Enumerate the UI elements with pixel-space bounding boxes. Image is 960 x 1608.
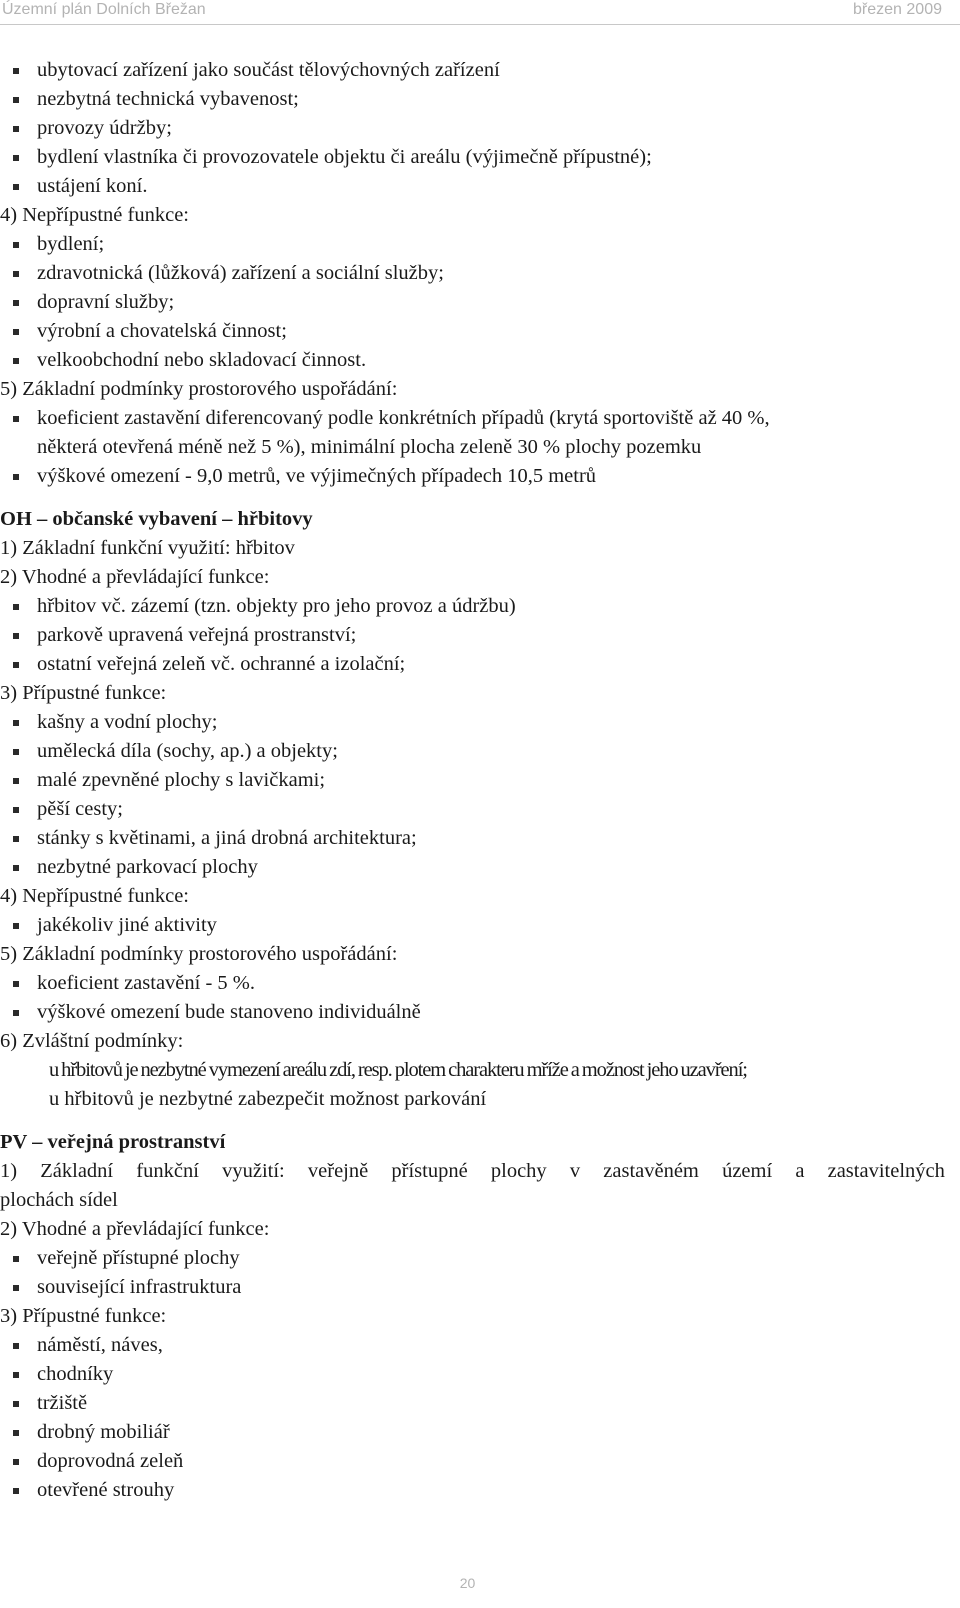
list-item: ubytovací zařízení jako součást tělovýchovných zařízení [0, 56, 945, 85]
bullet-square-icon [13, 184, 19, 190]
oh-items-2-list [0, 592, 945, 679]
list-item: pěší cesty; [0, 795, 945, 824]
bullet-square-icon [13, 1488, 19, 1494]
oh-h6: 6) Zvláštní podmínky: [0, 1030, 184, 1052]
pv-items-3-list [0, 1331, 945, 1505]
bullet-square-icon [13, 633, 19, 639]
prev-h4: 4) Nepřípustné funkce: [0, 204, 189, 226]
pv-h1-word: a [795, 1160, 805, 1182]
list-item: parkově upravená veřejná prostranství; [0, 621, 945, 650]
pv-h1 [0, 1157, 945, 1186]
pv-h1-word: přístupné [391, 1160, 468, 1182]
list-item: bydlení; [0, 230, 945, 259]
pv-h1-word: plochy [490, 1160, 547, 1182]
list-item: koeficient zastavění - 5 %. [0, 969, 945, 998]
bullet-square-icon [13, 1256, 19, 1262]
list-item: jakékoliv jiné aktivity [0, 911, 945, 940]
oh-items-4-list [0, 911, 945, 940]
bullet-square-icon [13, 836, 19, 842]
list-item: koeficient zastavění diferencovaný podle konkrétních případů (krytá sportoviště až 40 %, [0, 404, 945, 433]
list-item: hřbitov vč. zázemí (tzn. objekty pro jeho provoz a údržbu) [0, 592, 945, 621]
bullet-square-icon [13, 474, 19, 480]
bullet-square-icon [13, 604, 19, 610]
bullet-square-icon [13, 778, 19, 784]
list-item: kašny a vodní plochy; [0, 708, 945, 737]
list-item: související infrastruktura [0, 1273, 945, 1302]
oh-h5: 5) Základní podmínky prostorového uspořádání: [0, 943, 398, 965]
bullet-square-icon [13, 720, 19, 726]
bullet-square-icon [13, 358, 19, 364]
list-item: chodníky [0, 1360, 945, 1389]
list-item: veřejně přístupné plochy [0, 1244, 945, 1273]
oh-h2: 2) Vhodné a převládající funkce: [0, 566, 270, 588]
list-item: nezbytné parkovací plochy [0, 853, 945, 882]
bullet-square-icon [13, 1459, 19, 1465]
prev-items-4-list [0, 230, 945, 375]
list-item-continuation: některá otevřená méně než 5 %), minimální plocha zeleně 30 % plochy pozemku [37, 436, 702, 458]
section-pv-title: PV – veřejná prostranství [0, 1131, 226, 1153]
oh-h4: 4) Nepřípustné funkce: [0, 885, 189, 907]
bullet-square-icon [13, 1401, 19, 1407]
list-item: provozy údržby; [0, 114, 945, 143]
bullet-square-icon [13, 807, 19, 813]
bullet-square-icon [13, 981, 19, 987]
pv-h1-continuation: plochách sídel [0, 1189, 118, 1211]
pv-h1-word: funkční [136, 1160, 199, 1182]
bullet-square-icon [13, 300, 19, 306]
list-item: zdravotnická (lůžková) zařízení a sociální služby; [0, 259, 945, 288]
prev-h5: 5) Základní podmínky prostorového uspořádání: [0, 378, 398, 400]
list-item: umělecká díla (sochy, ap.) a objekty; [0, 737, 945, 766]
bullet-square-icon [13, 242, 19, 248]
bullet-square-icon [13, 662, 19, 668]
bullet-square-icon [13, 155, 19, 161]
pv-h1-word: využití: [222, 1160, 285, 1182]
pv-h1-word: zastavěném [603, 1160, 699, 1182]
document-body [0, 56, 945, 1505]
prev-items-a-list [0, 56, 945, 201]
pv-h1-word: Základní [40, 1160, 114, 1182]
pv-h1-word: 1) [0, 1160, 18, 1182]
list-item: výrobní a chovatelská činnost; [0, 317, 945, 346]
bullet-square-icon [13, 416, 19, 422]
list-item: ustájení koní. [0, 172, 945, 201]
list-item: bydlení vlastníka či provozovatele objektu či areálu (výjimečně přípustné); [0, 143, 945, 172]
list-item: výškové omezení - 9,0 metrů, ve výjimečných případech 10,5 metrů [0, 462, 945, 491]
pv-h3: 3) Přípustné funkce: [0, 1305, 167, 1327]
pv-h1-word: zastavitelných [827, 1160, 945, 1182]
list-item: u hřbitovů je nezbytné zabezpečit možnost parkování [49, 1088, 487, 1110]
list-item: u hřbitovů je nezbytné vymezení areálu zdí, resp. plotem charakteru mříže a možnost jeho uzavření; [49, 1059, 747, 1081]
list-item: nezbytná technická vybavenost; [0, 85, 945, 114]
list-item: malé zpevněné plochy s lavičkami; [0, 766, 945, 795]
bullet-square-icon [13, 68, 19, 74]
oh-items-5-list [0, 969, 945, 1027]
oh-h3: 3) Přípustné funkce: [0, 682, 167, 704]
document-title: Územní plán Dolních Břežan [2, 1, 206, 18]
bullet-square-icon [13, 271, 19, 277]
bullet-square-icon [13, 749, 19, 755]
pv-h1-word: v [569, 1160, 581, 1182]
bullet-square-icon [13, 1285, 19, 1291]
oh-h1: 1) Základní funkční využití: hřbitov [0, 537, 295, 559]
oh-items-3-list [0, 708, 945, 882]
list-item: tržiště [0, 1389, 945, 1418]
list-item: náměstí, náves, [0, 1331, 945, 1360]
list-item: velkoobchodní nebo skladovací činnost. [0, 346, 945, 375]
list-item: výškové omezení bude stanoveno individuálně [0, 998, 945, 1027]
pv-items-2-list [0, 1244, 945, 1302]
pv-h1-word: území [722, 1160, 773, 1182]
bullet-square-icon [13, 1010, 19, 1016]
bullet-square-icon [13, 923, 19, 929]
pv-h2: 2) Vhodné a převládající funkce: [0, 1218, 270, 1240]
list-item: dopravní služby; [0, 288, 945, 317]
bullet-square-icon [13, 1430, 19, 1436]
bullet-square-icon [13, 97, 19, 103]
list-item: stánky s květinami, a jiná drobná architektura; [0, 824, 945, 853]
bullet-square-icon [13, 126, 19, 132]
list-item: drobný mobiliář [0, 1418, 945, 1447]
list-item: ostatní veřejná zeleň vč. ochranné a izolační; [0, 650, 945, 679]
bullet-square-icon [13, 865, 19, 871]
bullet-square-icon [13, 329, 19, 335]
page-number: 20 [459, 1575, 476, 1591]
pv-h1-word: veřejně [307, 1160, 369, 1182]
page-header [0, 0, 960, 25]
list-item: otevřené strouhy [0, 1476, 945, 1505]
section-oh-title: OH – občanské vybavení – hřbitovy [0, 508, 313, 530]
list-item: doprovodná zeleň [0, 1447, 945, 1476]
document-date: březen 2009 [853, 1, 942, 18]
bullet-square-icon [13, 1372, 19, 1378]
bullet-square-icon [13, 1343, 19, 1349]
